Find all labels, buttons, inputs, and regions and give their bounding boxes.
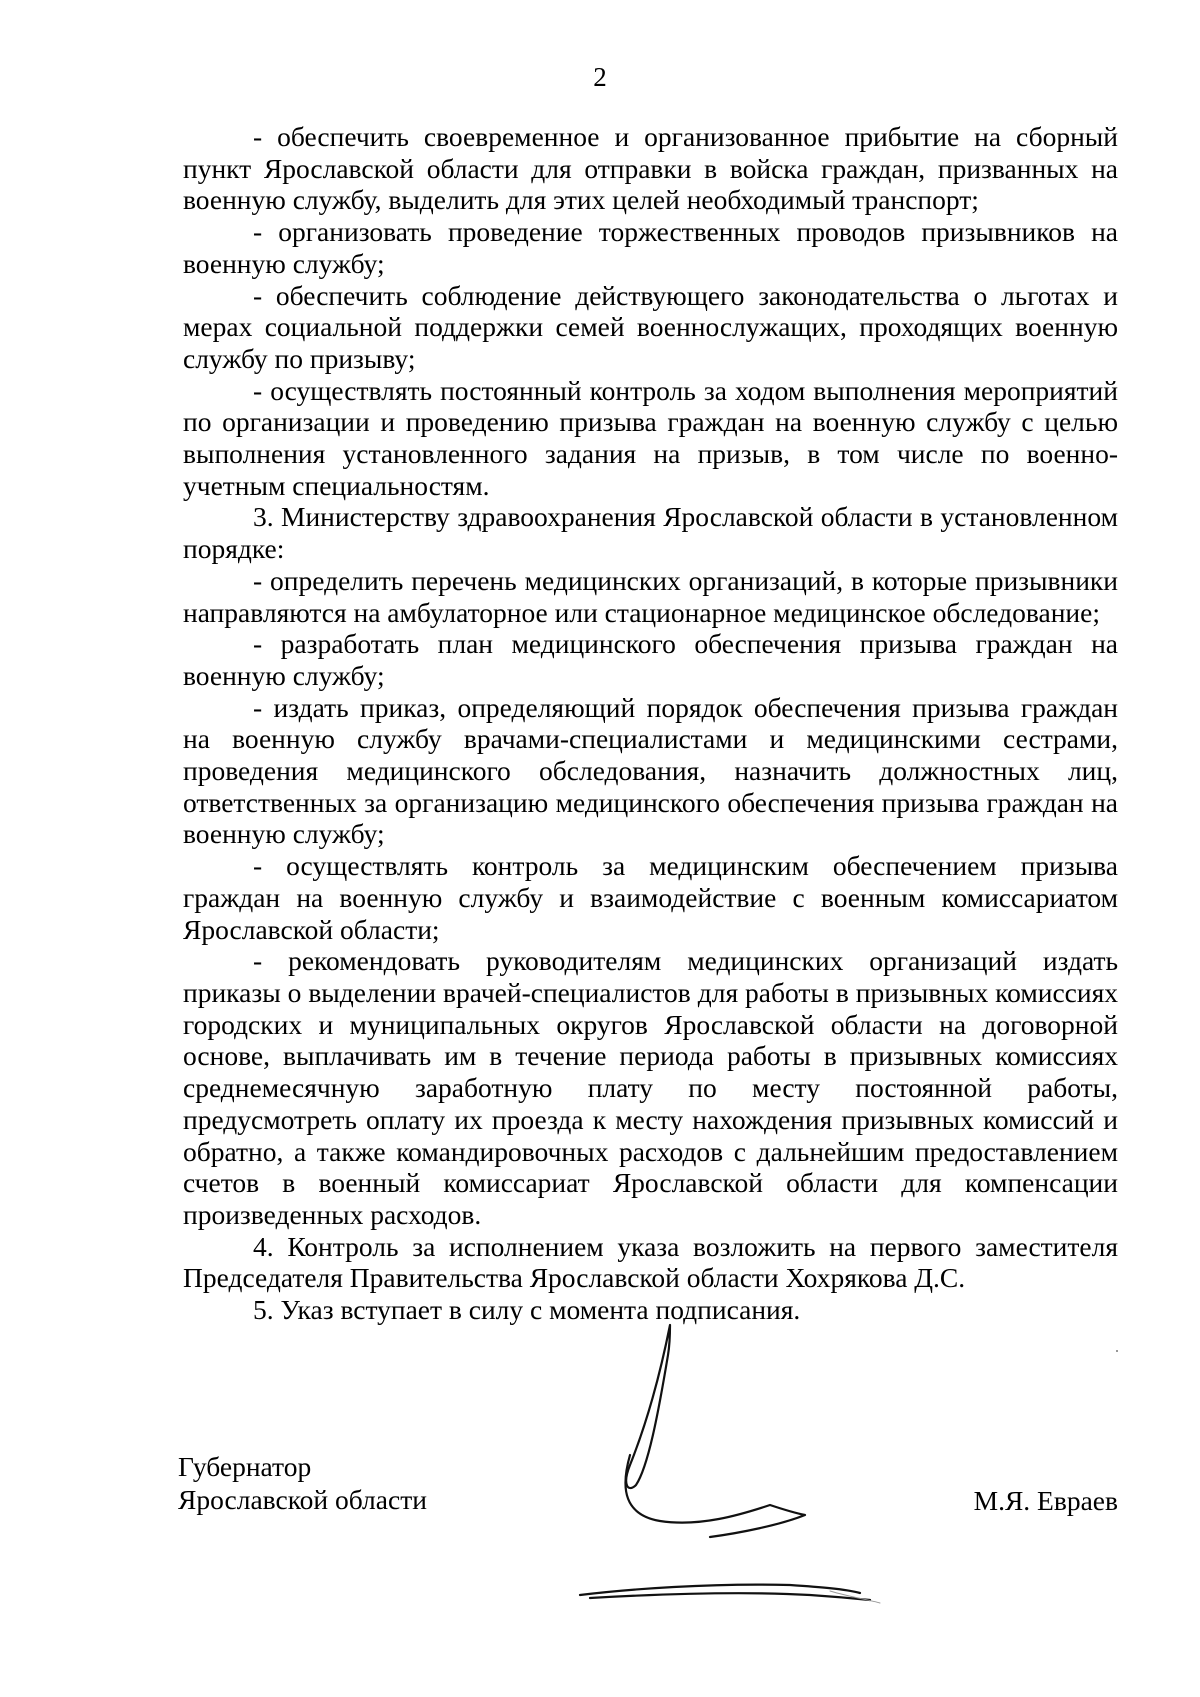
paragraph-medical-control: - осуществлять контроль за медицинским обеспечением призыва граждан на военную службу и взаимодействие с военным комиссариатом Ярославской области; [183, 850, 1118, 945]
paragraph-recommend: - рекомендовать руководителям медицинских организаций издать приказы о выделении врачей-специалистов для работы в призывных комиссиях городских и муниципальных округов Ярославской области на договорной основе, выплачивать им в течение периода работы в призывных комиссиях среднемесячную заработную плату по месту постоянной работы, предусмотреть оплату их проезда к месту нахождения призывных комиссий и обратно, а также командировочных расходов с дальнейшим предоставлением счетов в военный комиссариат Ярославской области для компенсации произведенных расходов. [183, 945, 1118, 1230]
paragraph-ministry-health: 3. Министерству здравоохранения Ярославской области в установленном порядке: [183, 501, 1118, 565]
paragraph-transport: - обеспечить своевременное и организованное прибытие на сборный пункт Ярославской области для отправки в войска граждан, призванных на военную службу, выделить для этих целей необходимый транспорт; [183, 121, 1118, 216]
handwritten-signature [570, 1315, 970, 1605]
signatory-title-line2: Ярославской области [178, 1484, 427, 1515]
paragraph-ceremonies: - организовать проведение торжественных проводов призывников на военную службу; [183, 216, 1118, 279]
paragraph-control: - осуществлять постоянный контроль за ходом выполнения мероприятий по организации и проведению призыва граждан на военную службу с целью выполнения установленного задания на призыв, в том числе по военно-учетным специальностям. [183, 374, 1118, 501]
paragraph-effective: 5. Указ вступает в силу с момента подписания. [253, 1294, 801, 1326]
paragraph-order: - издать приказ, определяющий порядок обеспечения призыва граждан на военную службу врачами-специалистами и медицинскими сестрами, проведения медицинского обследования, назначить должностных лиц, ответственных за организацию медицинского обеспечения призыва граждан на военную службу; [183, 691, 1118, 850]
signatory-name: М.Я. Евраев [973, 1485, 1118, 1516]
paragraph-medical-organizations: - определить перечень медицинских организаций, в которые призывники направляются на амбулаторное или стационарное медицинское обследование; [183, 564, 1118, 628]
document-body [183, 121, 1118, 1326]
signatory-title [178, 1450, 427, 1516]
signatory-title-line1: Губернатор [178, 1451, 312, 1482]
paragraph-supervision: 4. Контроль за исполнением указа возложить на первого заместителя Председателя Правительства Ярославской области Хохрякова Д.С. [183, 1230, 1118, 1294]
paragraph-benefits: - обеспечить соблюдение действующего законодательства о льготах и мерах социальной поддержки семей военнослужащих, проходящих военную службу по призыву; [183, 279, 1118, 374]
page-number: 2 [593, 62, 607, 92]
scan-speck [1116, 1350, 1118, 1352]
paragraph-medical-plan: - разработать план медицинского обеспечения призыва граждан на военную службу; [183, 628, 1118, 691]
